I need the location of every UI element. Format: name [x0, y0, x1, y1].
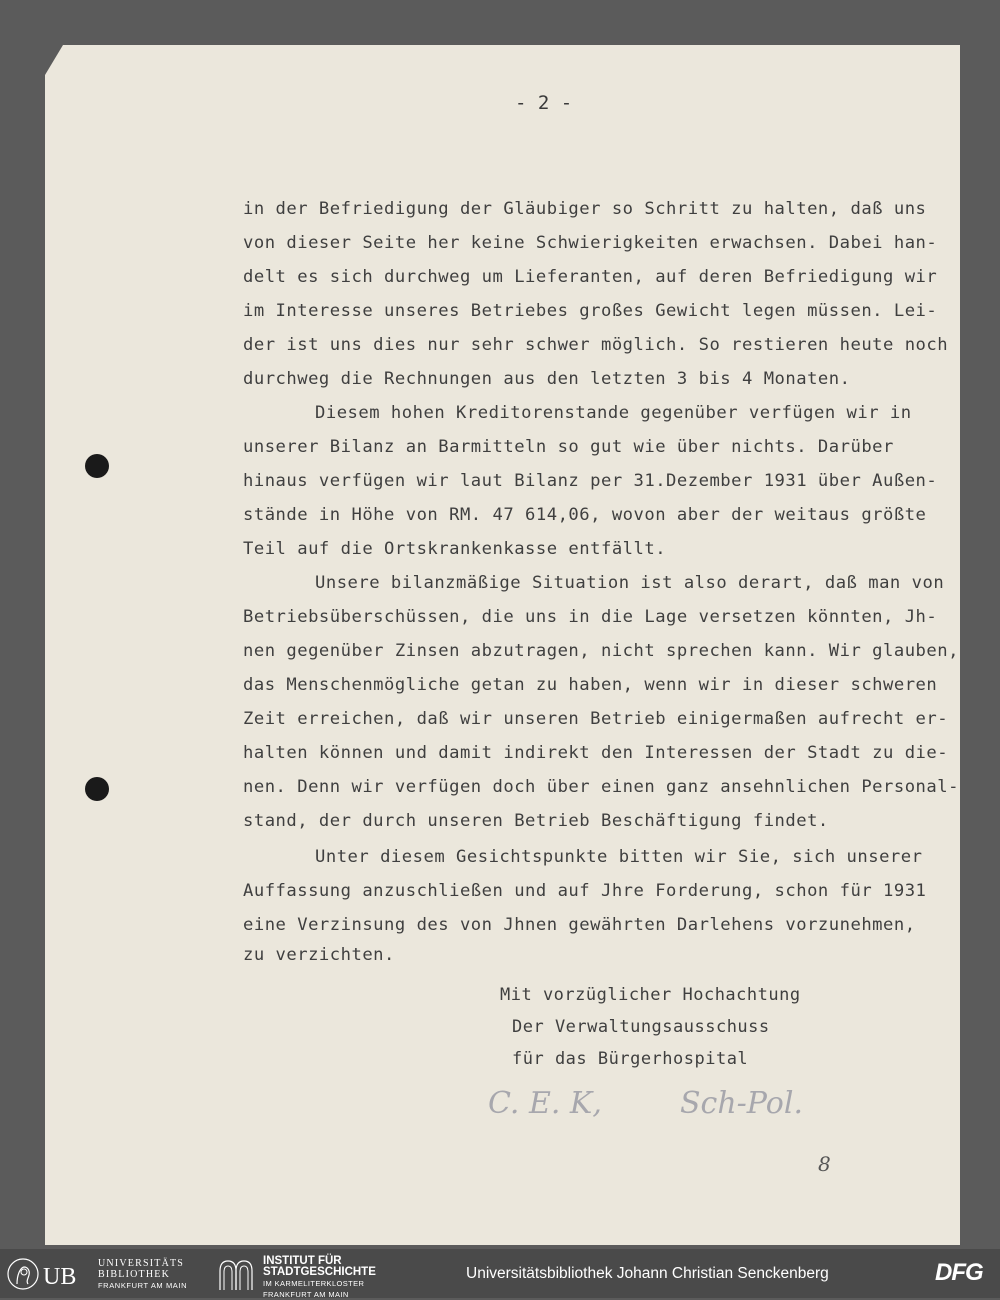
body-text-line: nen gegenüber Zinsen abzutragen, nicht sprechen kann. Wir glauben, — [243, 641, 959, 661]
closing-line: Der Verwaltungsausschuss — [512, 1017, 770, 1037]
body-text-line: Diesem hohen Kreditorenstande gegenüber verfügen wir in — [315, 403, 912, 423]
body-text-line: halten können und damit indirekt den Interessen der Stadt zu die- — [243, 743, 949, 763]
closing-line: Mit vorzüglicher Hochachtung — [500, 985, 801, 1005]
signature-initials: C. E. K, — [488, 1086, 602, 1121]
page-number: - 2 - — [515, 92, 573, 114]
body-text-line: Auffassung anzuschließen und auf Jhre Forderung, schon für 1931 — [243, 881, 927, 901]
body-text-line: Unsere bilanzmäßige Situation ist also derart, daß man von — [315, 573, 945, 593]
body-text-line: Teil auf die Ortskrankenkasse entfällt. — [243, 539, 667, 559]
body-text-line: nen. Denn wir verfügen doch über einen ganz ansehnlichen Personal- — [243, 777, 959, 797]
body-text-line: hinaus verfügen wir laut Bilanz per 31.Dezember 1931 über Außen- — [243, 471, 938, 491]
body-text-line: Betriebsüberschüssen, die uns in die Lage versetzen könnten, Jh- — [243, 607, 938, 627]
body-text-line: stand, der durch unseren Betrieb Beschäftigung findet. — [243, 811, 829, 831]
body-text-line: stände in Höhe von RM. 47 614,06, wovon aber der weitaus größte — [243, 505, 927, 525]
institute-building-icon — [216, 1257, 256, 1291]
body-text-line: im Interesse unseres Betriebes großes Gewicht legen müssen. Lei- — [243, 301, 938, 321]
body-text-line: eine Verzinsung des von Jhnen gewährten Darlehens vorzunehmen, — [243, 915, 916, 935]
ub-library-name: UNIVERSITÄTS BIBLIOTHEK FRANKFURT AM MAIN — [98, 1258, 188, 1290]
punch-hole — [85, 777, 109, 801]
body-text-line: in der Befriedigung der Gläubiger so Schritt zu halten, daß uns — [243, 199, 927, 219]
body-text-line: zu verzichten. — [243, 945, 395, 965]
dfg-logo: DFG — [935, 1259, 983, 1286]
body-text-line: delt es sich durchweg um Lieferanten, auf deren Befriedigung wir — [243, 267, 938, 287]
folio-number: 8 — [818, 1152, 831, 1176]
footer-bar — [0, 1249, 1000, 1298]
body-text-line: unserer Bilanz an Barmitteln so gut wie über nichts. Darüber — [243, 437, 894, 457]
footer-library-title: Universitätsbibliothek Johann Christian Senckenberg — [466, 1265, 829, 1282]
body-text-line: Zeit erreichen, daß wir unseren Betrieb einigermaßen aufrecht er- — [243, 709, 949, 729]
signature-handwritten: Sch-Pol. — [680, 1086, 803, 1121]
body-text-line: durchweg die Rechnungen aus den letzten 3 bis 4 Monaten. — [243, 369, 851, 389]
ub-logo-icon — [6, 1257, 90, 1291]
body-text-line: Unter diesem Gesichtspunkte bitten wir Sie, sich unserer — [315, 847, 923, 867]
body-text-line: von dieser Seite her keine Schwierigkeiten erwachsen. Dabei han- — [243, 233, 938, 253]
ub-logo-letters: UB — [43, 1264, 77, 1290]
body-text-line: der ist uns dies nur sehr schwer möglich. So restieren heute noch — [243, 335, 949, 355]
punch-hole — [85, 454, 109, 478]
closing-line: für das Bürgerhospital — [512, 1049, 749, 1069]
institute-name: INSTITUT FÜR STADTGESCHICHTE IM KARMELITERKLOSTER FRANKFURT AM MAIN — [263, 1255, 376, 1299]
body-text-line: das Menschenmögliche getan zu haben, wenn wir in dieser schweren — [243, 675, 938, 695]
